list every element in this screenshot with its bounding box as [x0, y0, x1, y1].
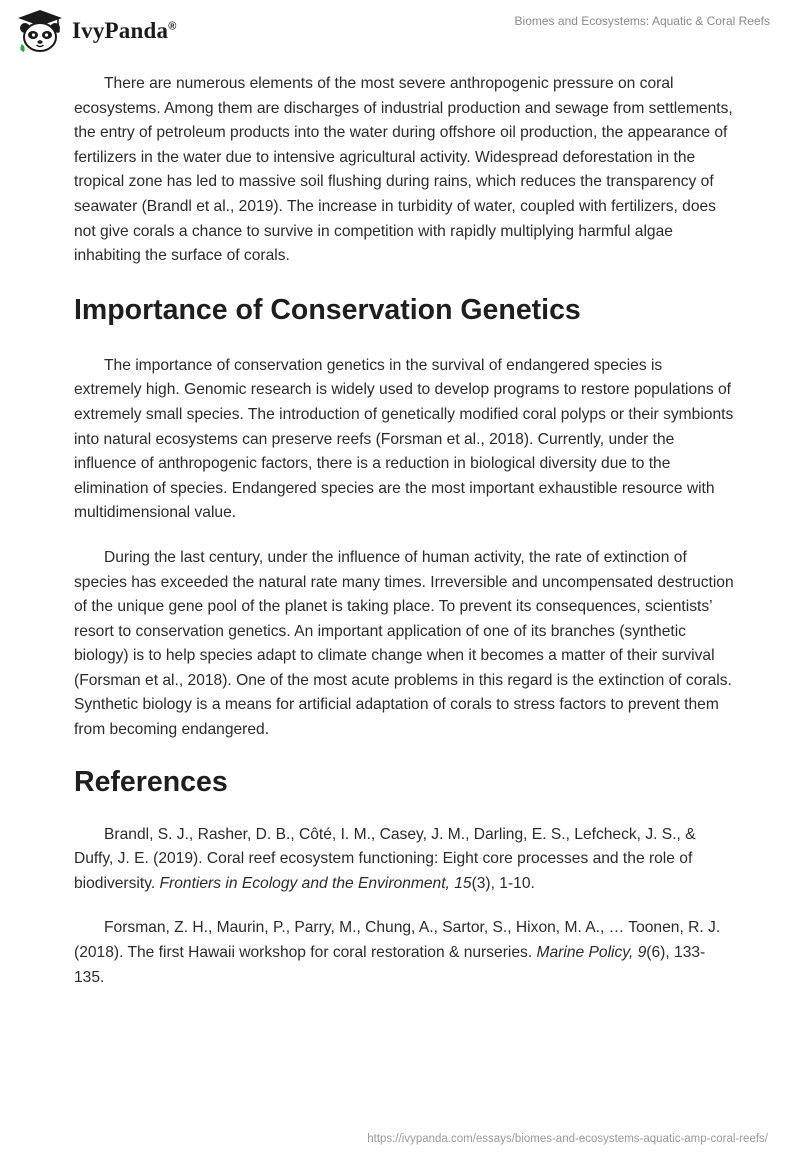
reference-journal: Marine Policy, 9	[536, 944, 647, 962]
panda-graduate-icon	[14, 8, 66, 54]
brand-logo[interactable]	[14, 8, 177, 54]
paragraph-anthropogenic-pressure: There are numerous elements of the most severe anthropogenic pressure on coral ecosystems. Among them are discharges of industrial production and sewage from settlements, the entry of petroleum products into the water during offshore oil production, the appearance of fertilizers in the water due to intensive agricultural activity. Widespread deforestation in the tropical zone has led to massive soil flushing during rains, which reduces the transparency of seawater (Brandl et al., 2019). The increase in turbidity of water, coupled with fertilizers, does not give corals a chance to survive in competition with rapidly multiplying harmful algae inhabiting the surface of corals.	[74, 75, 733, 265]
reference-journal: Frontiers in Ecology and the Environment, 15	[159, 874, 472, 892]
paragraph-conservation-importance: The importance of conservation genetics in the survival of endangered species is extremely high. Genomic research is widely used to develop programs to restore populations of extremely small species. The introduction of genetically modified coral polyps or their symbionts into natural ecosystems can preserve reefs (Forsman et al., 2018). Currently, under the influence of anthropogenic factors, there is a reduction in biological diversity due to the elimination of species. Endangered species are the most important exhaustible resource with multidimensional value.	[74, 356, 734, 522]
source-url-link[interactable]: https://ivypanda.com/essays/biomes-and-ecosystems-aquatic-amp-coral-reefs/	[367, 1133, 768, 1145]
reference-citation: Brandl, S. J., Rasher, D. B., Côté, I. M., Casey, J. M., Darling, E. S., Lefcheck, J. S., & Duffy, J. E. (2019). Coral reef ecosystem functioning: Eight core processes and the role of biodiversity.	[74, 825, 696, 892]
reference-citation: Forsman, Z. H., Maurin, P., Parry, M., Chung, A., Sartor, S., Hixon, M. A., … Toonen, R. J. (2018). The first Hawaii workshop for coral restoration & nurseries.	[74, 919, 721, 962]
reference-issue-pages: (3), 1-10.	[471, 874, 535, 892]
heading-references: References	[74, 765, 228, 798]
heading-conservation-genetics: Importance of Conservation Genetics	[74, 293, 581, 326]
page-header	[0, 0, 800, 62]
registered-mark: ®	[168, 20, 177, 33]
paragraph-extinction-rate: During the last century, under the influence of human activity, the rate of extinction of species has exceeded the natural rate many times. Irreversible and uncompensated destruction of the unique gene pool of the planet is taking place. To prevent its consequences, scientists’ resort to conservation genetics. An important application of one of its branches (synthetic biology) is to help species adapt to climate change when it becomes a matter of their survival (Forsman et al., 2018). One of the most acute problems in this regard is the extinction of corals. Synthetic biology is a means for artificial adaptation of corals to stress factors to prevent them from becoming endangered.	[74, 548, 734, 739]
reference-issue-pages: (6), 133-135.	[74, 944, 706, 986]
reference-item	[74, 916, 734, 990]
document-title: Biomes and Ecosystems: Aquatic & Coral Reefs	[514, 14, 770, 28]
essay-content	[74, 72, 734, 1010]
brand-name: IvyPanda®	[72, 18, 177, 43]
reference-item	[74, 823, 734, 897]
